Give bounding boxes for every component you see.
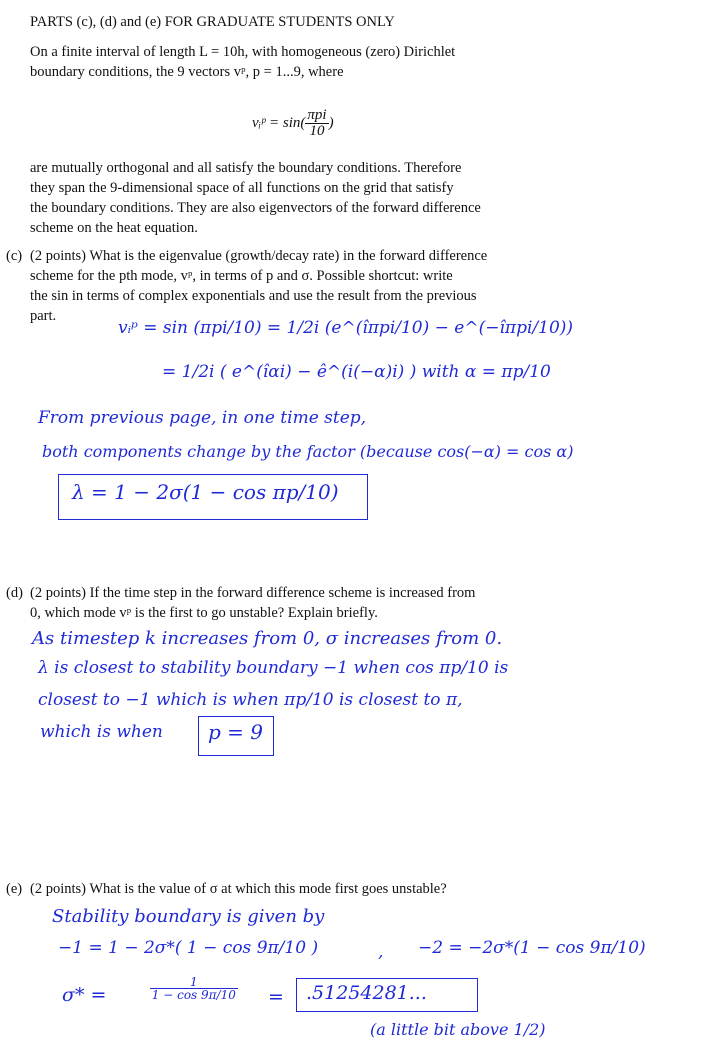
part-d-hand-line1: As timestep k increases from 0, σ increases from 0. (32, 628, 503, 649)
sigma-star-fraction (150, 976, 238, 1001)
part-c-hand-line4: both components change by the factor (because cos(−α) = cos α) (42, 442, 574, 461)
eigenvector-formula (252, 108, 334, 139)
question-line: part. (30, 308, 57, 324)
question-line: scheme for the pth mode, vᵖ, in terms of p and σ. Possible shortcut: write (30, 268, 453, 284)
part-d-hand-line4: which is when (40, 722, 163, 742)
part-e-answer: .51254281... (306, 982, 427, 1004)
part-d-label: (d) (6, 585, 23, 601)
part-e-hand-line1: Stability boundary is given by (52, 906, 325, 927)
part-e-hand-line2c: −2 = −2σ*(1 − cos 9π/10) (418, 938, 646, 958)
page-header (30, 12, 680, 32)
para-line: the boundary conditions. They are also eigenvectors of the forward difference (30, 200, 481, 216)
part-d-hand-line2: λ is closest to stability boundary −1 when cos πp/10 is (38, 658, 509, 678)
para-line: they span the 9-dimensional space of all functions on the grid that satisfy (30, 180, 454, 196)
part-d-hand-line3: closest to −1 which is when πp/10 is closest to π, (38, 690, 463, 710)
part-c-hand-eq2: = 1/2i ( e^(îαi) − ê^(i(−α)i) ) with α = πp/10 (162, 362, 551, 382)
formula-lhs: vᵢᵖ = sin( (252, 114, 306, 131)
part-c-answer: λ = 1 − 2σ(1 − cos πp/10) (72, 480, 339, 504)
part-e-label: (e) (6, 881, 23, 897)
question-line: (2 points) What is the eigenvalue (growth/decay rate) in the forward difference (30, 248, 488, 264)
part-c-label: (c) (6, 248, 23, 264)
formula-denominator: 10 (309, 123, 325, 139)
part-e-note: (a little bit above 1/2) (370, 1020, 546, 1039)
sigma-star-lhs: σ* = (62, 984, 107, 1006)
question-line: (2 points) What is the value of σ at which this mode first goes unstable? (30, 881, 447, 897)
para-line: scheme on the heat equation. (30, 220, 198, 236)
part-e-hand-line2a: −1 = 1 − 2σ*( 1 − cos 9π/10 ) (58, 938, 319, 958)
part-c-hand-eq1: vᵢᵖ = sin (πpi/10) = 1/2i (e^(îπpi/10) − e^(−îπpi/10)) (118, 318, 574, 338)
intro-text (30, 42, 680, 82)
para-line: are mutually orthogonal and all satisfy the boundary conditions. Therefore (30, 160, 462, 176)
sigma-frac-den: 1 − cos 9π/10 (151, 988, 236, 1002)
intro-line-1: On a finite interval of length L = 10h, with homogeneous (zero) Dirichlet (30, 44, 456, 60)
equals-sign: = (268, 986, 284, 1008)
question-line: the sin in terms of complex exponentials and use the result from the previous (30, 288, 477, 304)
formula-rhs: ) (328, 114, 334, 131)
formula-fraction (305, 108, 328, 139)
part-c-question (30, 246, 680, 326)
part-d-question (30, 583, 680, 623)
formula-numerator: πpi (307, 107, 327, 123)
question-line: 0, which mode vᵖ is the first to go unstable? Explain briefly. (30, 605, 378, 621)
part-e-hand-comma: , (378, 942, 384, 962)
sigma-frac-num: 1 (150, 976, 238, 989)
question-line: (2 points) If the time step in the forward difference scheme is increased from (30, 585, 476, 601)
part-e-question (30, 879, 680, 899)
intro-paragraph (30, 158, 680, 238)
header-text: PARTS (c), (d) and (e) FOR GRADUATE STUDENTS ONLY (30, 14, 395, 30)
part-c-hand-line3: From previous page, in one time step, (38, 408, 367, 428)
sigma-fraction (150, 976, 238, 1001)
part-d-answer: p = 9 (208, 720, 263, 744)
intro-line-2: boundary conditions, the 9 vectors vᵖ, p = 1...9, where (30, 64, 344, 80)
